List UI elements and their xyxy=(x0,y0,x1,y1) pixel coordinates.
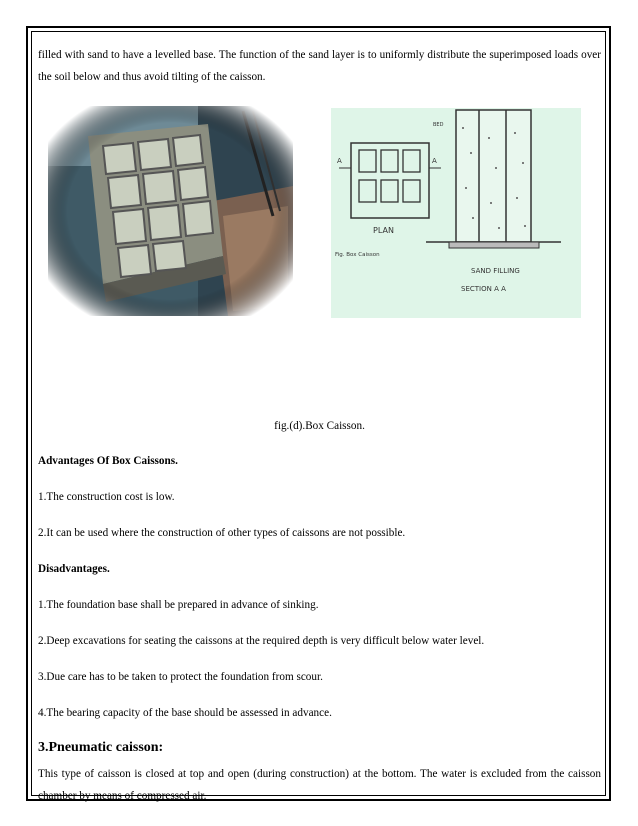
sand-filling-label: SAND FILLING xyxy=(471,267,520,275)
section-label: SECTION A A xyxy=(461,285,506,293)
disadvantage-item: 1.The foundation base shall be prepared in advance of sinking. xyxy=(38,599,319,611)
disadvantage-item: 2.Deep excavations for seating the caissons at the required depth is very difficult below water level. xyxy=(38,635,485,647)
fig-note: Fig. Box Caisson xyxy=(335,252,380,258)
intro-paragraph: filled with sand to have a levelled base. The function of the sand layer is to uniformly distribute the superimposed loads over the soil below and thus avoid tilting of the caisson. xyxy=(38,49,601,83)
plan-label: PLAN xyxy=(373,226,394,235)
advantages-heading: Advantages Of Box Caissons. xyxy=(38,455,178,467)
page-content xyxy=(38,44,601,807)
disadvantage-item: 4.The bearing capacity of the base should be assessed in advance. xyxy=(38,707,332,719)
disadvantages-heading: Disadvantages. xyxy=(38,563,110,575)
advantage-item: 1.The construction cost is low. xyxy=(38,491,175,503)
pneumatic-paragraph: This type of caisson is closed at top and open (during construction) at the bottom. The water is excluded from the caisson chamber by means of compressed air. xyxy=(38,768,601,802)
section-marker-right: A xyxy=(432,157,437,165)
advantage-item: 2.It can be used where the construction of other types of caissons are not possible. xyxy=(38,527,406,539)
section-marker-left: A xyxy=(337,157,342,165)
disadvantage-item: 3.Due care has to be taken to protect the foundation from scour. xyxy=(38,671,323,683)
pneumatic-heading: 3.Pneumatic caisson: xyxy=(38,740,164,755)
bed-label: BED xyxy=(433,122,444,128)
figure-caption: fig.(d).Box Caisson. xyxy=(274,420,365,432)
box-caisson-photo xyxy=(48,106,293,316)
figure-area xyxy=(38,88,601,350)
box-caisson-drawing xyxy=(331,108,581,318)
